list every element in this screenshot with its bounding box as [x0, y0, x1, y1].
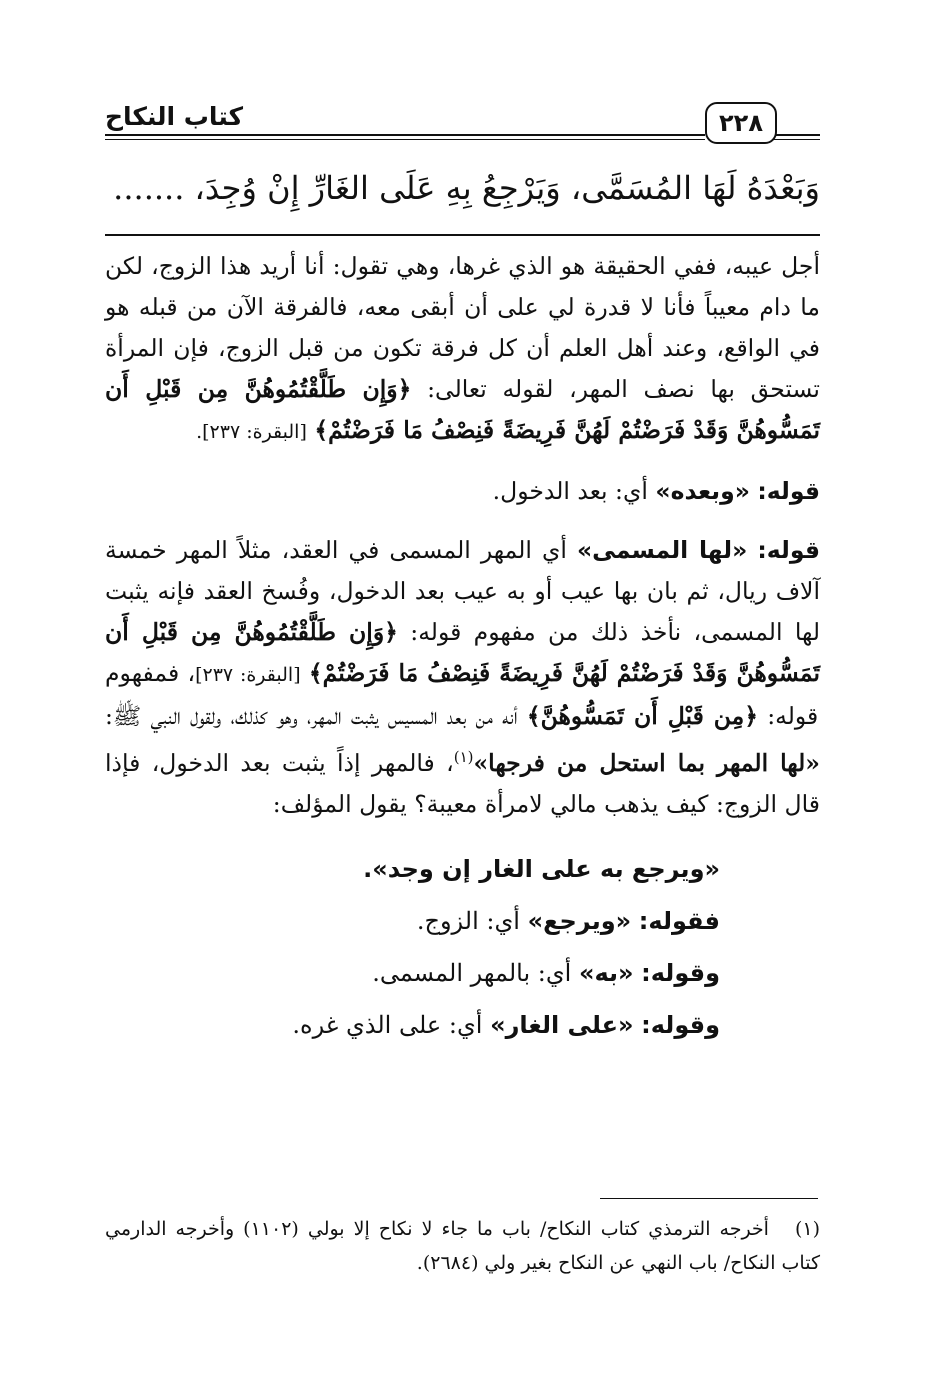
qawluhu-label: قوله:	[757, 536, 820, 564]
matn-term: «على الغار»	[490, 1010, 634, 1039]
explanation: ، فالمهر إذاً يثبت بعد الدخول، فإذا قال الزوج: كيف يذهب مالي لامرأة معيبة؟ يقول المؤلف:	[105, 748, 820, 818]
matn-term: «لها المسمى»	[576, 536, 748, 564]
footnote-divider	[600, 1198, 818, 1199]
explanation: أي: بالمهر المسمى.	[372, 958, 572, 987]
matn-term: «ويرجع»	[527, 906, 632, 935]
header-rule-thin	[105, 139, 705, 140]
quran-verse: ﴿مِن قَبْلِ أَن تَمَسُّوهُنَّ﴾	[526, 702, 759, 730]
paragraph-1	[105, 246, 820, 453]
commentary	[105, 246, 820, 1051]
footnote-text: أخرجه الترمذي كتاب النكاح/ باب ما جاء لا نكاح إلا بولي (١١٠٢) وأخرجه الدارمي كتاب النكاح/ باب النهي عن النكاح بغير ولي (٢٦٨٤).	[105, 1218, 820, 1274]
explanation: ، فمفهوم قوله:	[105, 659, 819, 730]
paragraph-4	[105, 895, 720, 947]
matn-divider	[105, 234, 820, 236]
explanation: أي: على الذي غره.	[292, 1010, 483, 1039]
explanation: أي: بعد الدخول.	[492, 477, 648, 505]
matn-quote: «ويرجع به على الغار إن وجد».	[363, 854, 720, 883]
paragraph-3	[105, 530, 820, 825]
page-number: ٢٢٨	[705, 102, 777, 144]
explanation: أنه من بعد المسيس يثبت المهر، وهو كذلك، ولقول النبي ﷺ:	[105, 702, 518, 730]
footnote-number: (١)	[794, 1218, 820, 1240]
explanation: أي: الزوج.	[416, 906, 520, 935]
header-rule	[105, 134, 705, 136]
matn-quote-section	[105, 843, 820, 1051]
paragraph-text: أجل عيبه، ففي الحقيقة هو الذي غرها، وهي تقول: أنا أريد هذا الزوج، لكن ما دام معيباً فأنا لا قدرة لي على أن أبقى معه، فالفرقة الآن من قبله هو في الواقع، وعند أهل العلم أن كل فرقة تكون من قبل الزوج، فإن المرأة تستحق بها نصف المهر، لقوله تعالى:	[105, 252, 820, 403]
paragraph-6	[105, 999, 720, 1051]
page-header	[105, 96, 820, 146]
qawluhu-label: وقوله:	[641, 958, 720, 987]
explanation: أي المهر المسمى في العقد، مثلاً المهر خمسة آلاف ريال، ثم بان بها عيب أو به عيب بعد الدخول، وفُسخ العقد فإنه يثبت لها المسمى، نأخذ ذلك من مفهوم قوله:	[105, 536, 820, 646]
qawluhu-label: وقوله:	[641, 1010, 720, 1039]
matn-term: «به»	[578, 958, 634, 987]
book-title: كتاب النكاح	[105, 102, 244, 131]
header-rule-right-thin	[773, 139, 820, 140]
hadith-quote: «لها المهر بما استحل من فرجها»	[473, 748, 820, 777]
footnote-marker[interactable]: (١)	[453, 748, 474, 766]
footnote	[105, 1212, 820, 1280]
paragraph-2	[105, 471, 820, 512]
matn-term: «وبعده»	[655, 477, 750, 505]
header-rule-right	[773, 134, 820, 136]
matn-text: وَبَعْدَهُ لَهَا المُسَمَّى، وَيَرْجِعُ بِهِ عَلَى الغَارِّ إِنْ وُجِدَ، .......	[113, 169, 820, 207]
quran-verse: ﴿وَإِن طَلَّقْتُمُوهُنَّ مِن قَبْلِ أَن تَمَسُّوهُنَّ وَقَدْ فَرَضْتُمْ لَهُنَّ فَرِيضَةً فَنِصْفُ مَا فَرَضْتُمْ﴾	[105, 618, 820, 687]
quran-verse: ﴿وَإِن طَلَّقْتُمُوهُنَّ مِن قَبْلِ أَن تَمَسُّوهُنَّ وَقَدْ فَرَضْتُمْ لَهُنَّ فَرِيضَةً فَنِصْفُ مَا فَرَضْتُمْ﴾	[105, 375, 820, 444]
qawluhu-label: قوله:	[757, 477, 820, 505]
verse-reference: [البقرة: ٢٣٧]	[195, 664, 301, 686]
verse-reference: [البقرة: ٢٣٧].	[196, 421, 307, 443]
qawluhu-label: فقوله:	[638, 906, 720, 935]
paragraph-5	[105, 947, 720, 999]
